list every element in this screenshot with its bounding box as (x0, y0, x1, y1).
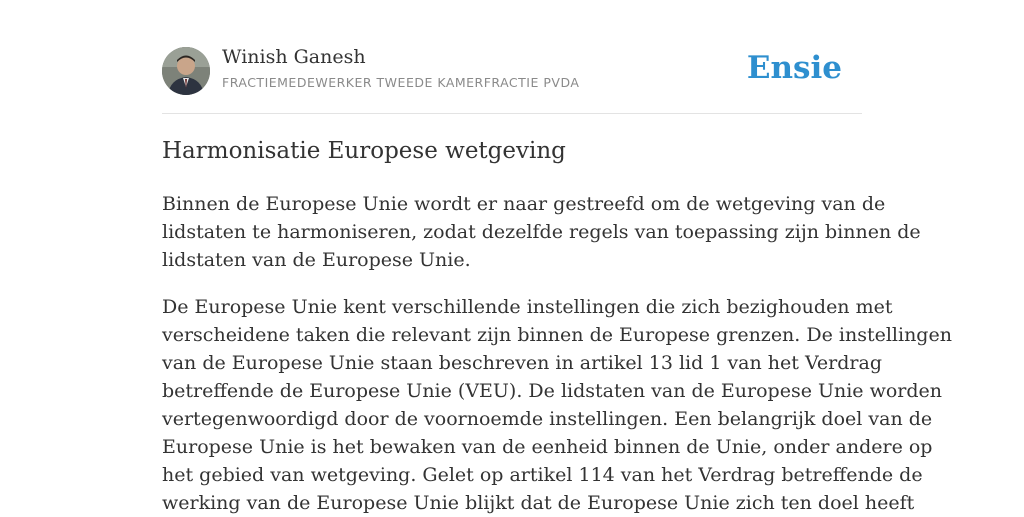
author-avatar[interactable] (162, 47, 210, 95)
brand-logo[interactable]: Ensie (746, 50, 842, 86)
article-title: Harmonisatie Europese wetgeving (162, 138, 566, 164)
paragraph-line: werking van de Europese Unie blijkt dat de Europese Unie zich ten doel heeft (162, 492, 915, 514)
paragraph-line: betreffende de Europese Unie (VEU). De lidstaten van de Europese Unie worden (162, 380, 943, 402)
article-paragraph-1 (162, 190, 921, 274)
author-role: FRACTIEMEDEWERKER TWEEDE KAMERFRACTIE PVDA (222, 75, 580, 90)
author-photo-icon (162, 47, 210, 95)
article-paragraph-2 (162, 293, 952, 517)
paragraph-line: Binnen de Europese Unie wordt er naar gestreefd om de wetgeving van de (162, 193, 886, 215)
author-name[interactable]: Winish Ganesh (222, 46, 366, 68)
paragraph-line: De Europese Unie kent verschillende instellingen die zich bezighouden met (162, 296, 893, 318)
article-header (162, 0, 862, 114)
paragraph-line: verscheidene taken die relevant zijn binnen de Europese grenzen. De instellingen (162, 324, 952, 346)
paragraph-line: lidstaten te harmoniseren, zodat dezelfde regels van toepassing zijn binnen de (162, 221, 921, 243)
paragraph-line: vertegenwoordigd door de voornoemde instellingen. Een belangrijk doel van de (162, 408, 933, 430)
article-container (162, 0, 952, 514)
paragraph-line: Europese Unie is het bewaken van de eenheid binnen de Unie, onder andere op (162, 436, 933, 458)
paragraph-line: lidstaten van de Europese Unie. (162, 249, 471, 271)
paragraph-line: van de Europese Unie staan beschreven in artikel 13 lid 1 van het Verdrag (162, 352, 882, 374)
paragraph-line: het gebied van wetgeving. Gelet op artikel 114 van het Verdrag betreffende de (162, 464, 923, 486)
